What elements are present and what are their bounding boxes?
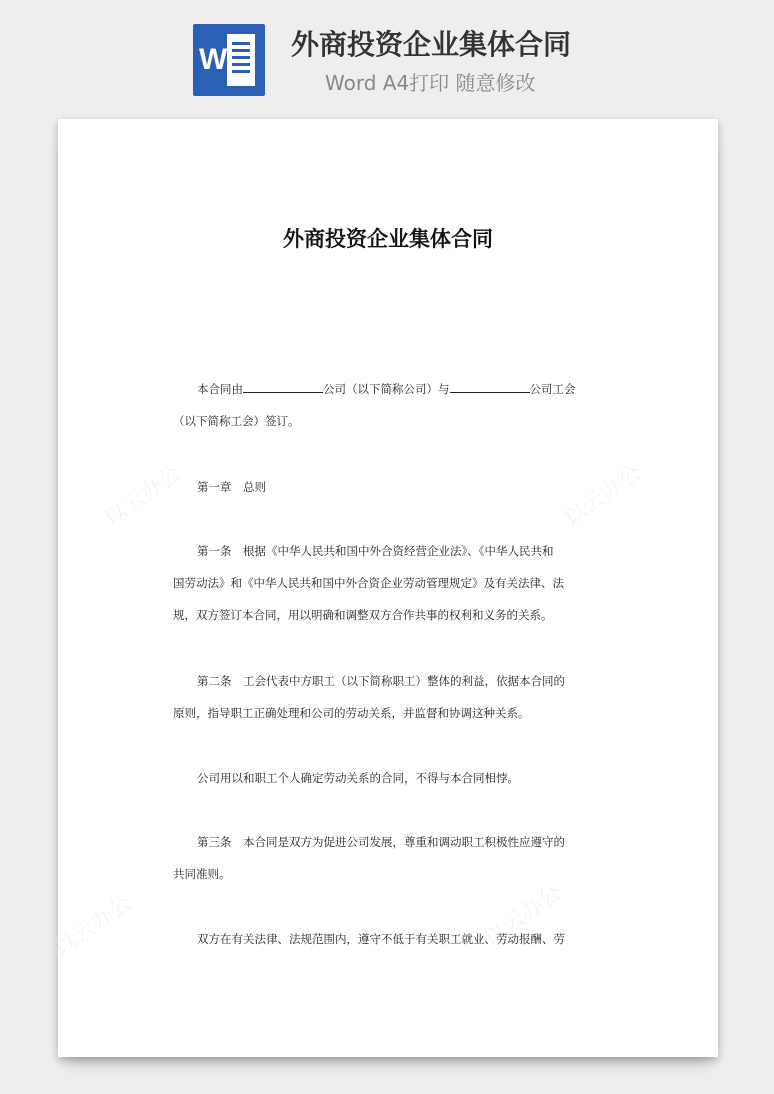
word-icon-letter: W: [199, 43, 228, 76]
intro-text-c: 公司工会: [529, 382, 576, 396]
document-page: [58, 119, 718, 1057]
article-3-line2: 共同准则。: [173, 867, 231, 881]
article-3-line1: 第三条 本合同是双方为促进公司发展，尊重和调动职工积极性应遵守的: [197, 835, 565, 849]
chapter-heading: [173, 471, 597, 503]
blank-company-name[interactable]: [243, 379, 323, 393]
law-paragraph-text: 双方在有关法律、法规范围内，遵守不低于有关职工就业、劳动报酬、劳: [197, 932, 565, 946]
word-doc-icon: [193, 24, 265, 96]
article-2-line1: 第二条 工会代表中方职工（以下简称职工）整体的利益，依据本合同的: [197, 674, 565, 688]
intro-text-line2: （以下简称工会）签订。: [173, 414, 300, 428]
chapter-1-title: 第一章 总则: [197, 480, 266, 494]
article-1: [173, 535, 597, 631]
watermark: [58, 887, 137, 963]
article-3: [173, 826, 597, 890]
banner-header: [0, 0, 774, 110]
article-1-line3: 规，双方签订本合同，用以明确和调整双方合作共事的权利和义务的关系。: [173, 608, 553, 622]
article-2-line2: 原则，指导职工正确处理和公司的劳动关系，并监督和协调这种关系。: [173, 706, 530, 720]
document-title: 外商投资企业集体合同: [283, 227, 493, 251]
banner-subtitle: Word A4打印 随意修改: [325, 71, 536, 95]
company-paragraph: [173, 762, 597, 794]
law-paragraph: [173, 923, 597, 955]
article-2: [173, 665, 597, 729]
article-1-line2: 国劳动法》和《中华人民共和国中外合资企业劳动管理规定》及有关法律、法: [173, 576, 564, 590]
intro-text-b: 公司（以下简称公司）与: [323, 382, 450, 396]
intro-text-a: 本合同由: [197, 382, 243, 396]
article-1-line1: 第一条 根据《中华人民共和国中外合资经营企业法》、《中华人民共和: [197, 544, 554, 558]
blank-union-name[interactable]: [450, 379, 530, 393]
banner-title: 外商投资企业集体合同: [291, 28, 572, 61]
intro-paragraph: [173, 373, 597, 437]
company-paragraph-text: 公司用以和职工个人确定劳动关系的合同，不得与本合同相悖。: [197, 771, 519, 785]
